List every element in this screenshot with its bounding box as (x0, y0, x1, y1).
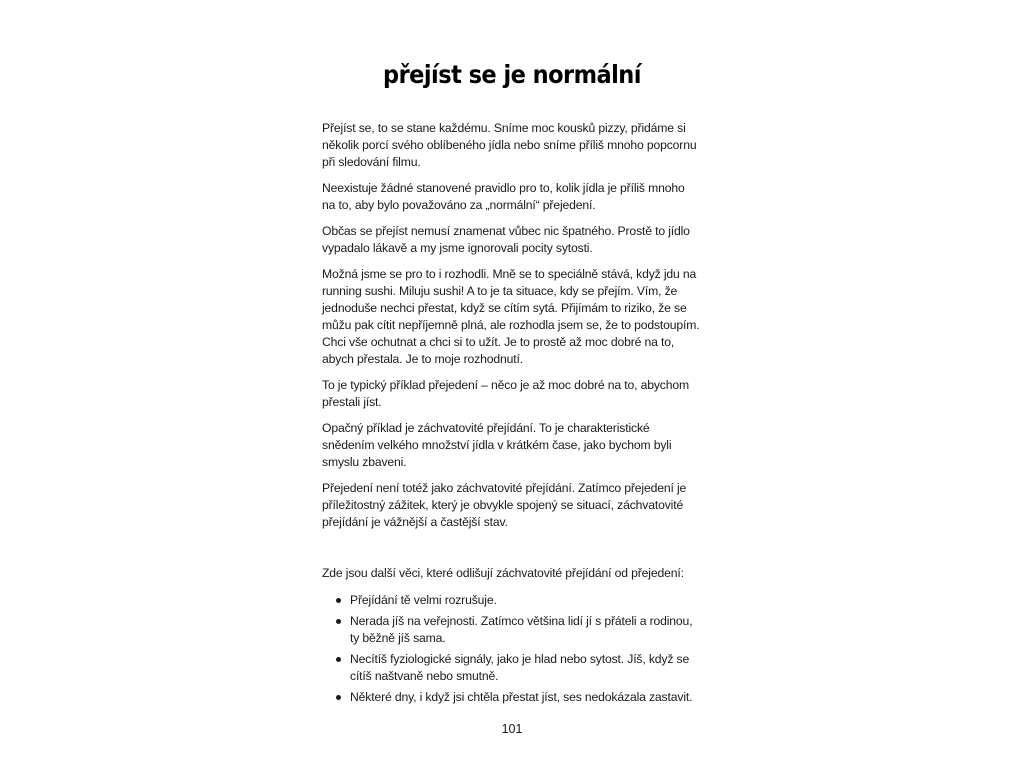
bullet-icon (336, 619, 341, 624)
list-item-text: Nerada jíš na veřejnosti. Zatímco většina lidí jí s přáteli a rodinou, ty běžně jíš sama. (350, 614, 693, 645)
bullet-icon (336, 598, 341, 603)
list-intro: Zde jsou další věci, které odlišují záchvatovité přejídání od přejedení: (322, 566, 684, 580)
page-number: 101 (501, 722, 523, 736)
bullet-list (322, 592, 700, 706)
page-title: přejíst se je normální (383, 60, 641, 89)
list-item (336, 689, 700, 706)
paragraph: Neexistuje žádné stanovené pravidlo pro to, kolik jídla je příliš mnoho na to, aby bylo považováno za „normální“ přejedení. (322, 181, 685, 212)
paragraph: Občas se přejíst nemusí znamenat vůbec nic špatného. Prostě to jídlo vypadalo lákavě a my jsme ignorovali pocity sytosti. (322, 224, 690, 255)
list-item (336, 613, 700, 647)
list-item (336, 592, 700, 609)
list-item (336, 651, 700, 685)
paragraph: Přejedení není totéž jako záchvatovité přejídání. Zatímco přejedení je příležitostný zážitek, který je obvykle spojený se situací, záchvatovité přejídání je vážnější a častější stav. (322, 481, 687, 529)
bullet-icon (336, 657, 341, 662)
paragraph: Opačný příklad je záchvatovité přejídání. To je charakteristické snědením velkého množství jídla v krátkém čase, jako bychom byli smyslu zbaveni. (322, 421, 672, 469)
list-item-text: Některé dny, i když jsi chtěla přestat jíst, ses nedokázala zastavit. (350, 690, 693, 704)
paragraph: To je typický příklad přejedení – něco je až moc dobré na to, abychom přestali jíst. (322, 378, 689, 409)
list-item-text: Přejídání tě velmi rozrušuje. (350, 593, 497, 607)
body-text (322, 120, 700, 710)
paragraph: Možná jsme se pro to i rozhodli. Mně se to speciálně stává, když jdu na running sushi. Miluju sushi! A to je ta situace, kdy se přejím. Vím, že jednoduše nechci přestat, když se cítím sytá. Přijímám to riziko, že se můžu pak cítit nepříjemně plná, ale rozhodla jsem se, že to podstoupím. Chci vše ochutnat a chci si to užít. Je to prostě až moc dobré na to, abych přestala. Je to moje rozhodnutí. (322, 267, 700, 366)
bullet-icon (336, 695, 341, 700)
paragraph: Přejíst se, to se stane každému. Sníme moc kousků pizzy, přidáme si několik porcí svého oblíbeného jídla nebo sníme příliš mnoho popcornu při sledování filmu. (322, 121, 697, 169)
list-item-text: Necítíš fyziologické signály, jako je hlad nebo sytost. Jíš, když se cítíš naštvaně nebo smutně. (350, 652, 690, 683)
